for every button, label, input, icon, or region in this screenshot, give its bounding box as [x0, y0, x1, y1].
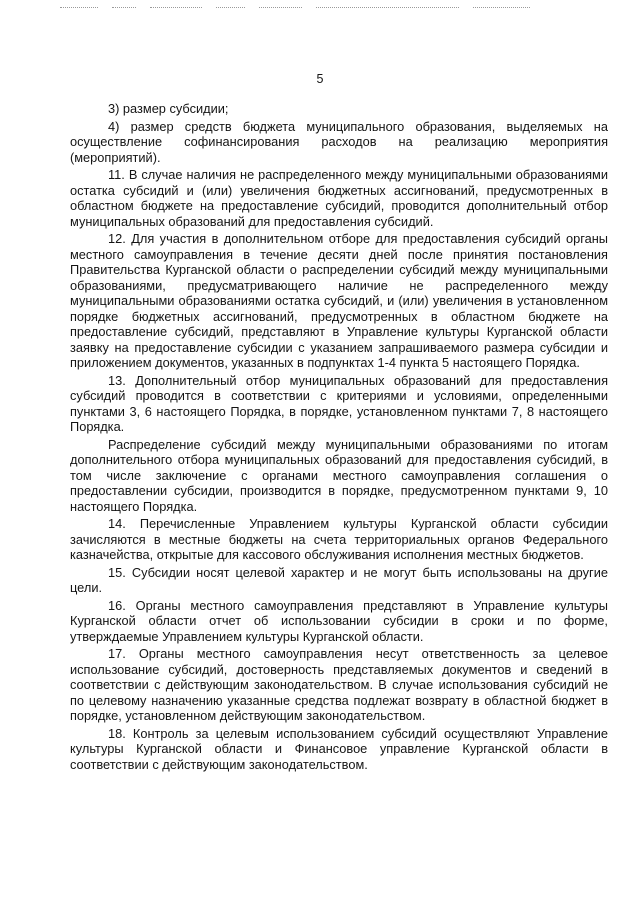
scan-artifact-top [60, 7, 530, 10]
page-number: 5 [316, 72, 324, 86]
paragraph-item-4: 4) размер средств бюджета муниципального образования, выделяемых на осуществление софинансирования расходов на реализацию мероприятия (мероприятий). [70, 118, 608, 165]
paragraph-item-3: 3) размер субсидии; [108, 101, 229, 116]
document-body [70, 101, 608, 774]
paragraph-distribution: Распределение субсидий между муниципальными образованиями по итогам дополнительного отбора муниципальных образований для предоставления субсидий, в том числе заключение с органами местного самоуправления соглашения о предоставлении субсидии, производится в порядке, предусмотренном пунктами 9, 10 настоящего Порядка. [70, 436, 608, 514]
paragraph-clause-12: 12. Для участия в дополнительном отборе для предоставления субсидий органы местного самоуправления в течение десяти дней после принятия постановления Правительства Курганской области о распределении субсидий между муниципальными образованиями, предусматривающего наличие не распределенного между муниципальными образованиями остатка субсидий, и (или) увеличения в установленном порядке бюджетных ассигнований, предусмотренных в областном бюджете на предоставление субсидий, представляют в Управление культуры Курганской области заявку на предоставление субсидии с указанием запрашиваемого размера субсидии и приложением документов, указанных в подпунктах 1-4 пункта 5 настоящего Порядка. [70, 231, 608, 370]
paragraph-clause-14: 14. Перечисленные Управлением культуры Курганской области субсидии зачисляются в местные бюджеты на счета территориальных органов Федерального казначейства, открытые для кассового обслуживания исполнения местных бюджетов. [70, 516, 608, 562]
paragraph-clause-15: 15. Субсидии носят целевой характер и не могут быть использованы на другие цели. [70, 564, 608, 595]
paragraph-clause-13: 13. Дополнительный отбор муниципальных образований для предоставления субсидий проводится в соответствии с критериями и условиями, определенными пунктами 3, 6 настоящего Порядка, в порядке, установленном пунктами 7, 8 настоящего Порядка. [70, 372, 608, 434]
paragraph-clause-18: 18. Контроль за целевым использованием субсидий осуществляют Управление культуры Курганской области и Финансовое управление Курганской области в соответствии с действующим законодательством. [70, 725, 608, 772]
paragraph-clause-11: 11. В случае наличия не распределенного между муниципальными образованиями остатка субсидий и (или) увеличения бюджетных ассигнований, предусмотренных в областном бюджете на предоставление субсидий, проводится дополнительный отбор муниципальных образований для предоставления субсидий. [70, 167, 608, 229]
paragraph-clause-17: 17. Органы местного самоуправления несут ответственность за целевое использование субсидий, достоверность представляемых документов и сведений в соответствии с действующим законодательством. В случае использования субсидий не по целевому назначению указанные средства подлежат возврату в областной бюджет в порядке, установленном действующим законодательством. [70, 646, 608, 723]
paragraph-clause-16: 16. Органы местного самоуправления представляют в Управление культуры Курганской области отчет об использовании субсидии в сроки и по форме, утверждаемые Управлением культуры Курганской области. [70, 597, 608, 644]
